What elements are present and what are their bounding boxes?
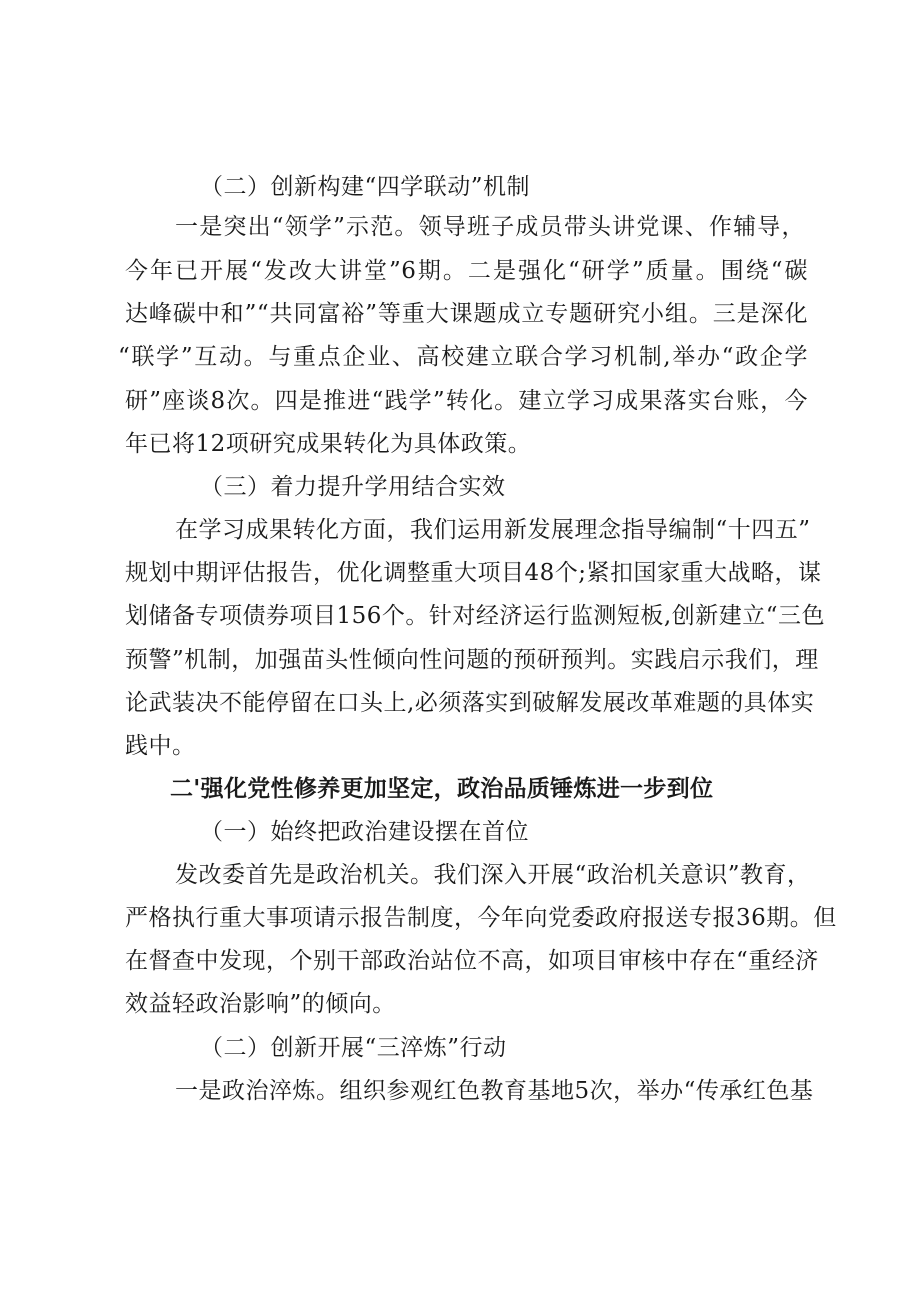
paragraph-line: 在督查中发现，个别干部政治站位不高，如项目审核中存在“重经济: [125, 948, 819, 974]
subheading-four-study-linkage: （二）创新构建“四学联动”机制: [200, 174, 531, 200]
section-heading-two: 二'强化党性修养更加坚定，政治品质锤炼进一步到位: [170, 776, 714, 802]
paragraph-line: 达峰碳中和”“共同富裕”等重大课题成立专题研究小组。三是深化: [125, 301, 808, 327]
paragraph-line: 今年已开展“发改大讲堂”6期。二是强化“研学”质量。围绕“碳: [125, 258, 808, 284]
paragraph-line: 在学习成果转化方面，我们运用新发展理念指导编制“十四五”: [175, 517, 811, 543]
paragraph-line: 践中。: [125, 733, 196, 759]
paragraph-line: 效益轻政治影响”的倾向。: [125, 991, 396, 1017]
paragraph-line: 规划中期评估报告，优化调整重大项目48个;紧扣国家重大战略，谋: [125, 560, 822, 586]
paragraph-line: 年已将12项研究成果转化为具体政策。: [125, 431, 532, 457]
paragraph-line: 严格执行重大事项请示报告制度，今年向党委政府报送专报36期。但: [125, 905, 837, 931]
subheading-integrate-learning-practice: （三）着力提升学用结合实效: [200, 474, 506, 500]
paragraph-line: “联学”互动。与重点企业、高校建立联合学习机制,举办“政企学: [118, 344, 808, 370]
paragraph-line: 研”座谈8次。四是推进“践学”转化。建立学习成果落实台账，今: [125, 388, 808, 414]
paragraph-line: 论武装决不能停留在口头上,必须落实到破解发展改革难题的具体实: [125, 690, 815, 716]
paragraph-line: 一是政治淬炼。组织参观红色教育基地5次，举办“传承红色基: [175, 1078, 814, 1104]
paragraph-line: 发改委首先是政治机关。我们深入开展“政治机关意识”教育，: [175, 862, 811, 888]
paragraph-line: 一是突出“领学”示范。领导班子成员带头讲党课、作辅导，: [175, 214, 805, 240]
paragraph-line: 划储备专项债券项目156个。针对经济运行监测短板,创新建立“三色: [125, 603, 825, 629]
paragraph-line: 预警”机制，加强苗头性倾向性问题的预研预判。实践启示我们，理: [125, 647, 819, 673]
subheading-political-construction: （一）始终把政治建设摆在首位: [200, 819, 529, 845]
subheading-three-tempering: （二）创新开展“三淬炼”行动: [200, 1035, 507, 1061]
